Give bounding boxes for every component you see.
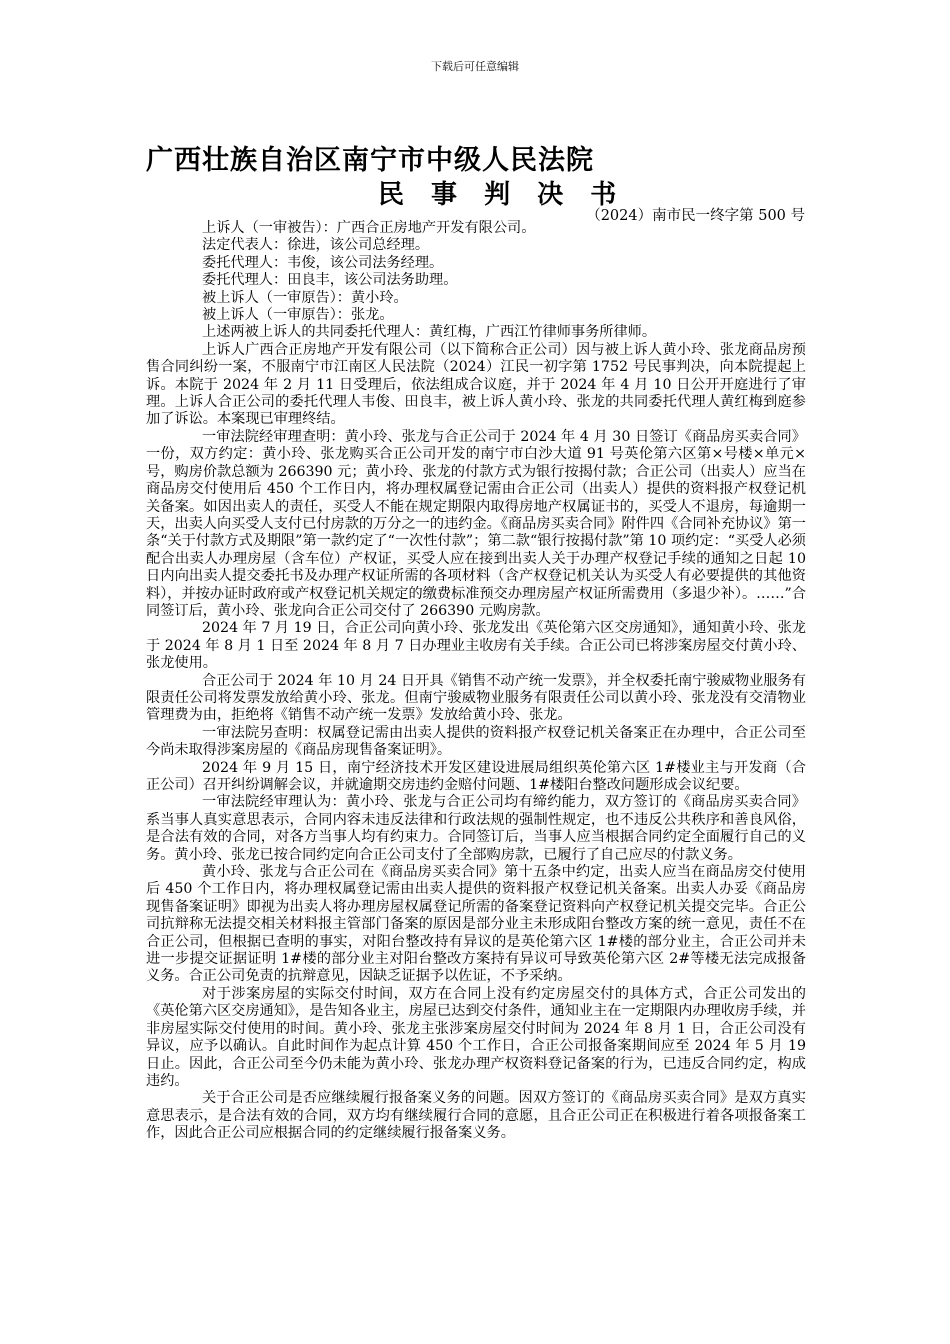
header-note: 下载后可任意编辑 xyxy=(431,60,519,73)
paragraph-continued-performance: 关于合正公司是否应继续履行报备案义务的问题。因双方签订的《商品房买卖合同》是双方真实意思表示，是合法有效的合同，双方均有继续履行合同的意愿，且合正公司正在积极进行着各项报备案工作，因此合正公司应根据合同的约定继续履行报备案义务。 xyxy=(146,1090,806,1142)
document-title: 民 事 判 决 书 xyxy=(378,180,626,210)
paragraph-first-instance-facts: 一审法院经审理查明：黄小玲、张龙与合正公司于 2024 年 4 月 30 日签订《商品房买卖合同》一份，双方约定：黄小玲、张龙购买合正公司开发的南宁市白沙大道 91 号英伦第六区第×号楼×单元×号，购房价款总额为 266390 元；黄小玲、张龙的付款方式为银行按揭付款；合正公司（出卖人）应当在商品房交付使用后 450 个工作日内，将办理权属登记需由合正公司（出卖人）提供的资料报产权登记机关备案。如因出卖人的责任，买受人不能在规定期限内取得房地产权属证书的，买受人不退房，每逾期一天，出卖人向买受人支付已付房款的万分之一的违约金。《商品房买卖合同》附件四《合同补充协议》第一条“关于付款方式及期限”第一款约定了“一次性付款”；第二款“银行按揭付款”第 10 项约定：“买受人必须配合出卖人办理房屋（含车位）产权证，买受人应在接到出卖人关于办理产权登记手续的通知之日起 10 日内向出卖人提交委托书及办理产权证所需的各项材料（含产权登记机关认为买受人有必要提供的其他资料），并按办证时政府或产权登记机关规定的缴费标准预交办理房屋产权证所需费用（多退少补）。……”合同签订后，黄小玲、张龙向合正公司交付了 266390 元购房款。 xyxy=(146,428,806,619)
party-joint-agent: 上述两被上诉人的共同委托代理人：黄红梅，广西江竹律师事务所律师。 xyxy=(202,324,657,341)
paragraph-mediation-meeting: 2024 年 9 月 15 日，南宁经济技术开发区建设进展局组织英伦第六区 1#楼业主与开发商（合正公司）召开纠纷调解会议，并就逾期交房违约金赔付问题、1#楼阳台整改问题形成会议纪要。 xyxy=(146,759,806,793)
party-appellant: 上诉人（一审被告）：广西合正房地产开发有限公司。 xyxy=(202,220,536,236)
party-appellee-2: 被上诉人（一审原告）：张龙。 xyxy=(202,307,394,324)
case-number: （2024）南市民一终字第 500 号 xyxy=(586,208,805,224)
party-agent-2: 委托代理人：田良丰，该公司法务助理。 xyxy=(202,272,458,289)
court-name: 广西壮族自治区南宁市中级人民法院 xyxy=(146,145,594,176)
paragraph-filing-obligation: 黄小玲、张龙与合正公司在《商品房买卖合同》第十五条中约定，出卖人应当在商品房交付使用后 450 个工作日内，将办理权属登记需由出卖人提供的资料报产权登记机关备案。出卖人办妥《商品房现售备案证明》即视为出卖人将办理房屋权属登记所需的备案登记资料向产权登记机关提交完毕。合正公司抗辩称无法提交相关材料报主管部门备案的原因是部分业主未形成阳台整改方案的统一意见，责任不在合正公司，但根据已查明的事实，对阳台整改持有异议的是英伦第六区 1#楼的部分业主，合正公司并未进一步提交证据证明 1#楼的部分业主对阳台整改方案持有异议可导致英伦第六区 2#等楼无法完成报备义务。合正公司免责的抗辩意见，因缺乏证据予以佐证，不予采纳。 xyxy=(146,864,806,985)
party-agent-1: 委托代理人：韦俊，该公司法务经理。 xyxy=(202,254,444,271)
paragraph-case-background: 上诉人广西合正房地产开发有限公司（以下简称合正公司）因与被上诉人黄小玲、张龙商品房预售合同纠纷一案，不服南宁市江南区人民法院（2024）江民一初字第 1752 号民事判决，向本院提起上诉。本院于 2024 年 2 月 11 日受理后，依法组成合议庭，并于 2024 年 4 月 10 日公开开庭进行了审理。上诉人合正公司的委托代理人韦俊、田良丰，被上诉人黄小玲、张龙的共同委托代理人黄红梅到庭参加了诉讼。本案现已审理终结。 xyxy=(146,341,806,428)
party-legal-representative: 法定代表人：徐进，该公司总经理。 xyxy=(202,237,430,254)
paragraph-further-facts: 一审法院另查明：权属登记需由出卖人提供的资料报产权登记机关备案正在办理中，合正公司至今尚未取得涉案房屋的《商品房现售备案证明》。 xyxy=(146,724,806,759)
paragraph-delivery-notice: 2024 年 7 月 19 日，合正公司向黄小玲、张龙发出《英伦第六区交房通知》，通知黄小玲、张龙于 2024 年 8 月 1 日至 2024 年 8 月 7 日办理业主收房有关手续。合正公司已将涉案房屋交付黄小玲、张龙使用。 xyxy=(146,620,806,672)
judgment-body xyxy=(146,220,806,1143)
paragraph-court-opinion: 一审法院经审理认为：黄小玲、张龙与合正公司均有缔约能力，双方签订的《商品房买卖合同》系当事人真实意思表示，合同内容未违反法律和行政法规的强制性规定，也不违反公共秩序和善良风俗，是合法有效的合同，对各方当事人均有约束力。合同签订后，当事人应当根据合同约定全面履行自己的义务。黄小玲、张龙已按合同约定向合正公司支付了全部购房款，已履行了自己应尽的付款义务。 xyxy=(146,794,806,863)
paragraph-delivery-time: 对于涉案房屋的实际交付时间，双方在合同上没有约定房屋交付的具体方式，合正公司发出的《英伦第六区交房通知》，是告知各业主，房屋已达到交付条件，通知业主在一定期限内办理收房手续，并非房屋实际交付使用的时间。黄小玲、张龙主张涉案房屋交付时间为 2024 年 8 月 1 日，合正公司没有异议，应予以确认。自此时间作为起点计算 450 个工作日，合正公司报备案期间应至 2024 年 5 月 19 日止。因此，合正公司至今仍未能为黄小玲、张龙办理产权资料登记备案的行为，已违反合同约定，构成违约。 xyxy=(146,985,806,1089)
party-appellee-1: 被上诉人（一审原告）：黄小玲。 xyxy=(202,289,408,306)
paragraph-invoice: 合正公司于 2024 年 10 月 24 日开具《销售不动产统一发票》，并全权委托南宁骏威物业服务有限责任公司将发票发放给黄小玲、张龙。但南宁骏威物业服务有限责任公司以黄小玲、张龙没有交清物业管理费为由，拒绝将《销售不动产统一发票》发放给黄小玲、张龙。 xyxy=(146,672,806,724)
